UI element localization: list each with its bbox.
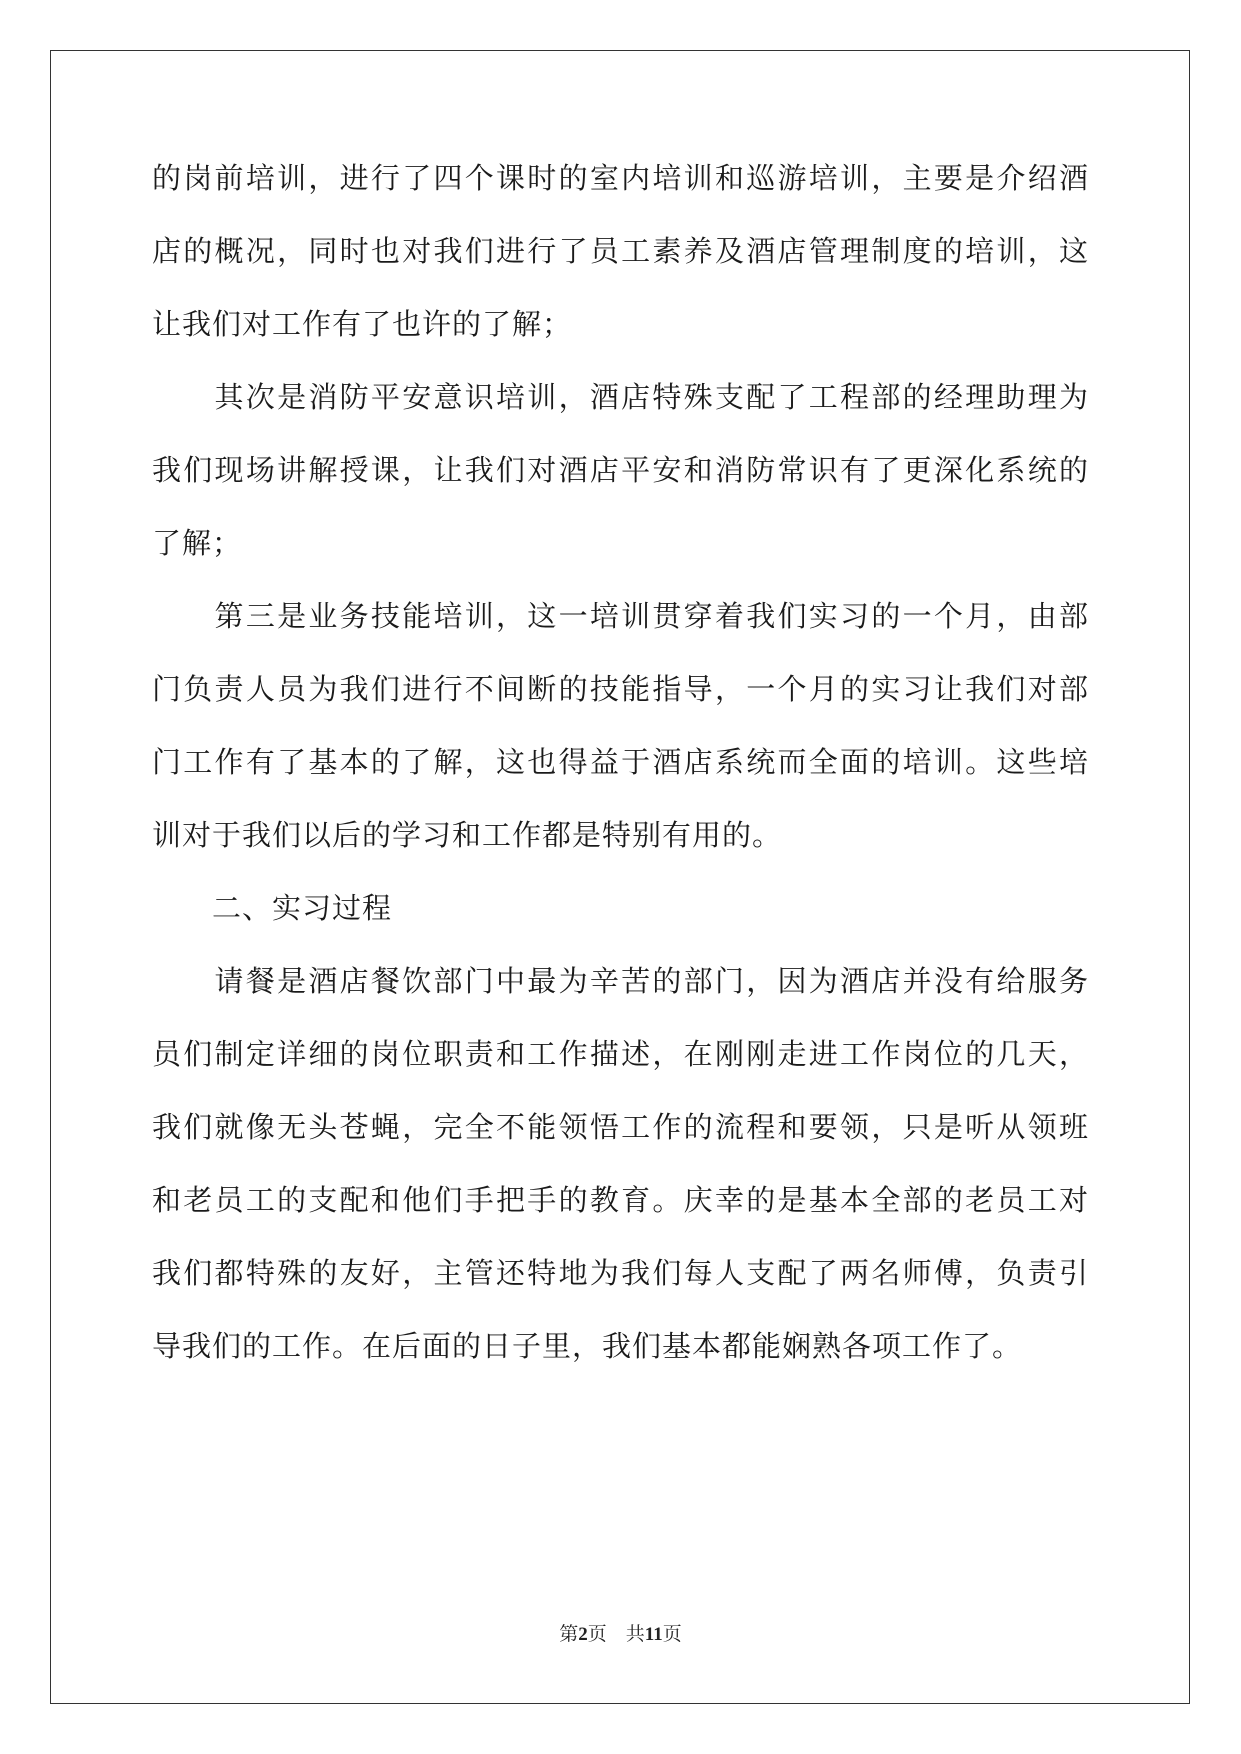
text-line: 了解；	[152, 526, 243, 560]
text-line: 导我们的工作。在后面的日子里，我们基本都能娴熟各项工作了。	[152, 1329, 1023, 1363]
text-line: 的岗前培训，进行了四个课时的室内培训和巡游培训，主要是介绍酒	[152, 161, 1089, 195]
text-line: 我们都特殊的友好，主管还特地为我们每人支配了两名师傅，负责引	[152, 1256, 1089, 1290]
text-line: 请餐是酒店餐饮部门中最为辛苦的部门，因为酒店并没有给服务	[152, 964, 1089, 998]
text-line: 门工作有了基本的了解，这也得益于酒店系统而全面的培训。这些培	[152, 745, 1089, 779]
text-line: 我们现场讲解授课，让我们对酒店平安和消防常识有了更深化系统的	[152, 453, 1089, 487]
text-line: 门负责人员为我们进行不间断的技能指导，一个月的实习让我们对部	[152, 672, 1089, 706]
footer-total-prefix: 共	[625, 1624, 645, 1645]
page-footer	[0, 1623, 1241, 1647]
footer-prefix: 第	[559, 1624, 579, 1645]
text-line: 第三是业务技能培训，这一培训贯穿着我们实习的一个月，由部	[152, 599, 1089, 633]
section-heading: 二、实习过程	[152, 891, 393, 925]
text-line: 训对于我们以后的学习和工作都是特别有用的。	[152, 818, 783, 852]
footer-total-suffix: 页	[662, 1624, 682, 1645]
footer-page-suffix: 页	[587, 1624, 607, 1645]
text-line: 其次是消防平安意识培训，酒店特殊支配了工程部的经理助理为	[152, 380, 1089, 414]
total-pages: 11	[644, 1624, 663, 1645]
text-line: 我们就像无头苍蝇，完全不能领悟工作的流程和要领，只是听从领班	[152, 1110, 1089, 1144]
text-line: 让我们对工作有了也许的了解；	[152, 307, 573, 341]
page-border	[50, 50, 1190, 1704]
text-line: 店的概况，同时也对我们进行了员工素养及酒店管理制度的培训，这	[152, 234, 1089, 268]
page-number: 2	[578, 1624, 588, 1645]
text-line: 员们制定详细的岗位职责和工作描述，在刚刚走进工作岗位的几天，	[152, 1037, 1089, 1071]
text-line: 和老员工的支配和他们手把手的教育。庆幸的是基本全部的老员工对	[152, 1183, 1089, 1217]
